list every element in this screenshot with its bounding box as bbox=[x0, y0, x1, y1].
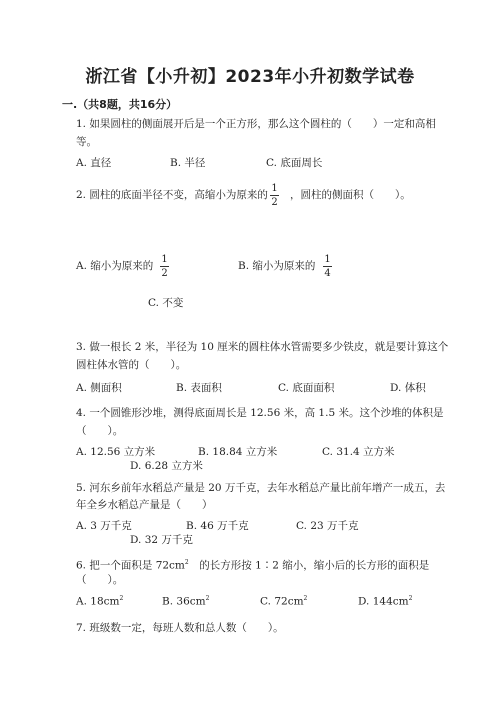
question-6-line-1 bbox=[76, 554, 429, 575]
fraction-numerator: 1 bbox=[324, 254, 331, 265]
question-5-option-a[interactable]: A. 3 万千克 bbox=[76, 520, 132, 532]
question-5-option-d[interactable]: D. 32 万千克 bbox=[130, 534, 193, 546]
question-5-line-2: 年全乡水稻总产量是（ ） bbox=[76, 499, 213, 511]
question-7-line-1: 7. 班级数一定，每班人数和总人数（ ）。 bbox=[76, 622, 284, 634]
page-title: 浙江省【小升初】2023年小升初数学试卷 bbox=[85, 67, 415, 87]
option-text: D. 144cm bbox=[358, 595, 409, 608]
question-4-option-c[interactable]: C. 31.4 立方米 bbox=[322, 446, 395, 458]
fraction-denominator: 4 bbox=[324, 268, 331, 279]
fraction-bar bbox=[323, 266, 332, 267]
question-2-option-b-fraction bbox=[323, 254, 332, 279]
question-6-text-a: 6. 把一个面积是 72cm bbox=[76, 559, 185, 572]
squared-superscript: 2 bbox=[119, 595, 124, 602]
question-1-option-a[interactable]: A. 直径 bbox=[76, 157, 112, 169]
question-1-line-1: 1. 如果圆柱的侧面展开后是一个正方形，那么这个圆柱的（ ）一定和高相 bbox=[76, 118, 436, 130]
question-6-option-b[interactable] bbox=[162, 595, 209, 608]
fraction-denominator: 2 bbox=[271, 197, 278, 208]
section-heading: 一.（共8题，共16分） bbox=[62, 98, 178, 111]
question-3-option-d[interactable]: D. 体积 bbox=[390, 382, 426, 394]
question-4-option-a[interactable]: A. 12.56 立方米 bbox=[76, 446, 156, 458]
option-text: A. 18cm bbox=[76, 595, 120, 608]
question-3-option-c[interactable]: C. 底面面积 bbox=[278, 382, 335, 394]
question-4-option-d[interactable]: D. 6.28 立方米 bbox=[130, 460, 203, 472]
squared-superscript: 2 bbox=[408, 595, 413, 602]
question-6-line-2: （ ）。 bbox=[76, 574, 124, 586]
squared-superscript: 2 bbox=[205, 595, 210, 602]
fraction-bar bbox=[160, 266, 169, 267]
question-6-option-d[interactable] bbox=[358, 595, 412, 608]
question-2-line-1a: 2. 圆柱的底面半径不变，高缩小为原来的 bbox=[76, 189, 268, 201]
question-5-line-1: 5. 河东乡前年水稻总产量是 20 万千克，去年水稻总产量比前年增产一成五，去 bbox=[76, 482, 446, 494]
option-text: C. 72cm bbox=[260, 595, 304, 608]
question-3-option-a[interactable]: A. 侧面积 bbox=[76, 382, 122, 394]
fraction-denominator: 2 bbox=[161, 268, 168, 279]
question-5-option-b[interactable]: B. 46 万千克 bbox=[186, 520, 249, 532]
question-6-option-a[interactable] bbox=[76, 595, 123, 608]
question-1-option-b[interactable]: B. 半径 bbox=[170, 157, 206, 169]
fraction-numerator: 1 bbox=[271, 183, 278, 194]
fraction-numerator: 1 bbox=[161, 254, 168, 265]
question-2-line-1b: ，圆柱的侧面积（ ）。 bbox=[290, 189, 411, 201]
question-4-option-b[interactable]: B. 18.84 立方米 bbox=[198, 446, 278, 458]
question-3-option-b[interactable]: B. 表面积 bbox=[176, 382, 222, 394]
question-2-option-c[interactable]: C. 不变 bbox=[148, 297, 184, 309]
question-4-line-1: 4. 一个圆锥形沙堆，测得底面周长是 12.56 米，高 1.5 米。这个沙堆的体积是 bbox=[76, 407, 444, 419]
question-2-fraction bbox=[270, 183, 279, 208]
question-2-option-a-fraction bbox=[160, 254, 169, 279]
fraction-bar bbox=[270, 195, 279, 196]
question-6-text-b: 的长方形按 1∶2 缩小，缩小后的长方形的面积是 bbox=[199, 559, 430, 572]
question-6-option-c[interactable] bbox=[260, 595, 307, 608]
question-3-line-1: 3. 做一根长 2 米，半径为 10 厘米的圆柱体水管需要多少铁皮，就是要计算这个 bbox=[76, 341, 449, 353]
question-3-line-2: 圆柱体水管的（ ）。 bbox=[76, 359, 187, 371]
squared-superscript: 2 bbox=[303, 595, 308, 602]
question-4-line-2: （ ）。 bbox=[76, 425, 124, 437]
option-text: B. 36cm bbox=[162, 595, 206, 608]
question-5-option-c[interactable]: C. 23 万千克 bbox=[296, 520, 359, 532]
question-2-option-a[interactable]: A. 缩小为原来的 bbox=[76, 260, 154, 272]
question-1-option-c[interactable]: C. 底面周长 bbox=[266, 157, 323, 169]
question-2-option-b[interactable]: B. 缩小为原来的 bbox=[238, 260, 316, 272]
squared-superscript: 2 bbox=[184, 559, 189, 566]
question-1-line-2: 等。 bbox=[76, 136, 97, 148]
